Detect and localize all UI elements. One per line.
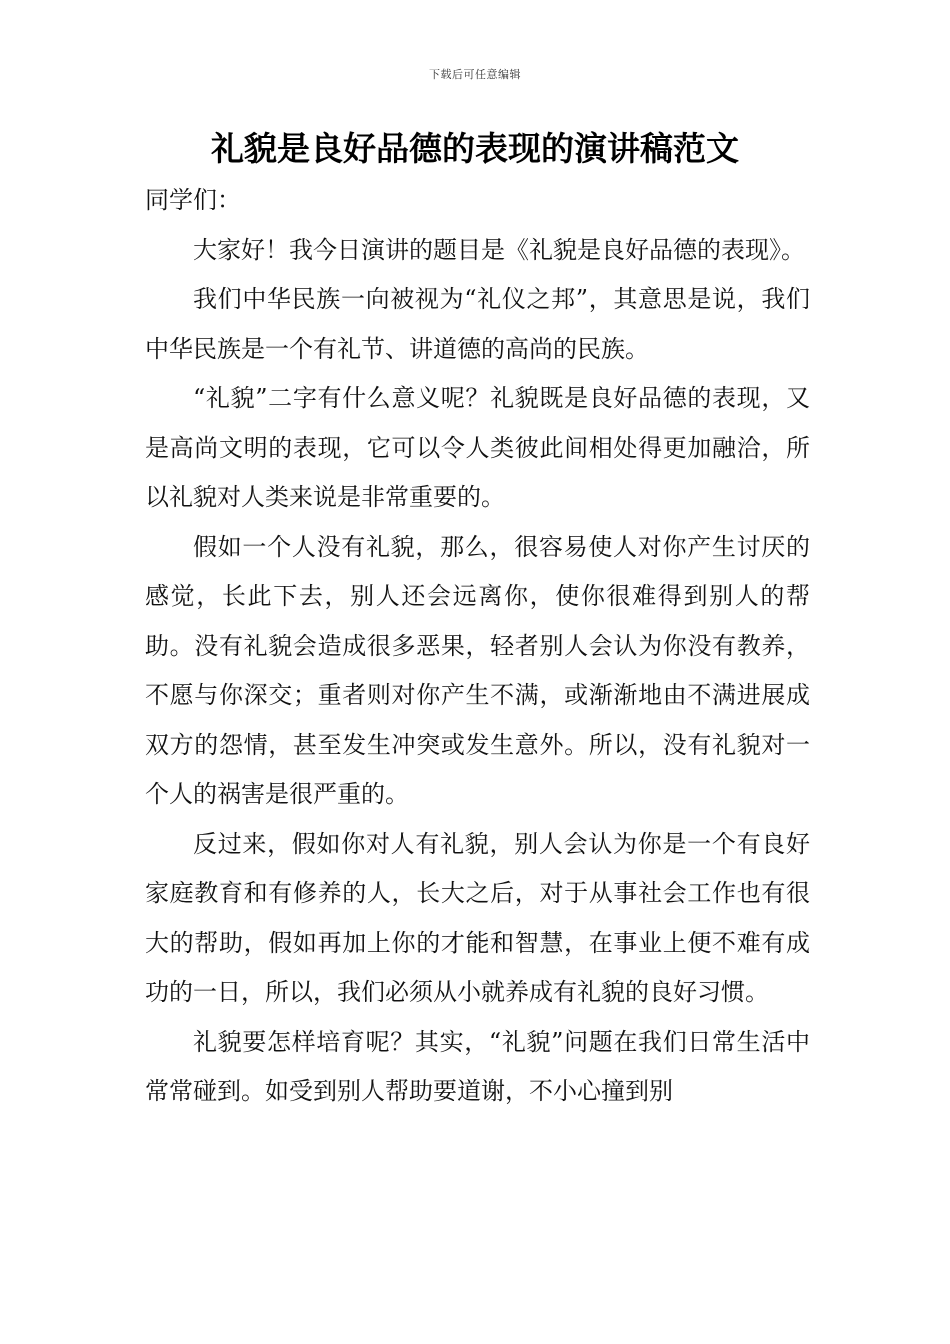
paragraph-consequences: 假如一个人没有礼貌，那么，很容易使人对你产生讨厌的感觉，长此下去，别人还会远离你，使你很难得到别人的帮助。没有礼貌会造成很多恶果，轻者别人会认为你没有教养，不愿与你深交；重者则对你产生不满，或渐渐地由不满进展成双方的怨情，甚至发生冲突或发生意外。所以，没有礼貌对一个人的祸害是很严重的。 [145,532,810,808]
paragraph-greeting: 大家好！我今日演讲的题目是《礼貌是良好品德的表现》。 [193,235,805,264]
document-title: 礼貌是良好品德的表现的演讲稿范文 [211,129,739,168]
salutation: 同学们： [145,186,241,214]
header-note: 下载后可任意编辑 [429,68,521,81]
paragraph-meaning-of-courtesy: “礼貌”二字有什么意义呢？礼貌既是良好品德的表现，又是高尚文明的表现，它可以令人类彼此间相处得更加融洽，所以礼貌对人类来说是非常重要的。 [145,384,810,511]
paragraph-cultivation: 礼貌要怎样培育呢？其实，“礼貌”问题在我们日常生活中常常碰到。如受到别人帮助要道谢，不小心撞到别 [145,1027,810,1105]
paragraph-benefits: 反过来，假如你对人有礼貌，别人会认为你是一个有良好家庭教育和有修养的人，长大之后，对于从事社会工作也有很大的帮助，假如再加上你的才能和智慧，在事业上便不难有成功的一日，所以，我们必须从小就养成有礼貌的良好习惯。 [145,829,810,1006]
document-body [145,176,810,1117]
paragraph-etiquette-nation: 我们中华民族一向被视为“礼仪之邦”，其意思是说，我们中华民族是一个有礼节、讲道德的高尚的民族。 [145,285,810,363]
